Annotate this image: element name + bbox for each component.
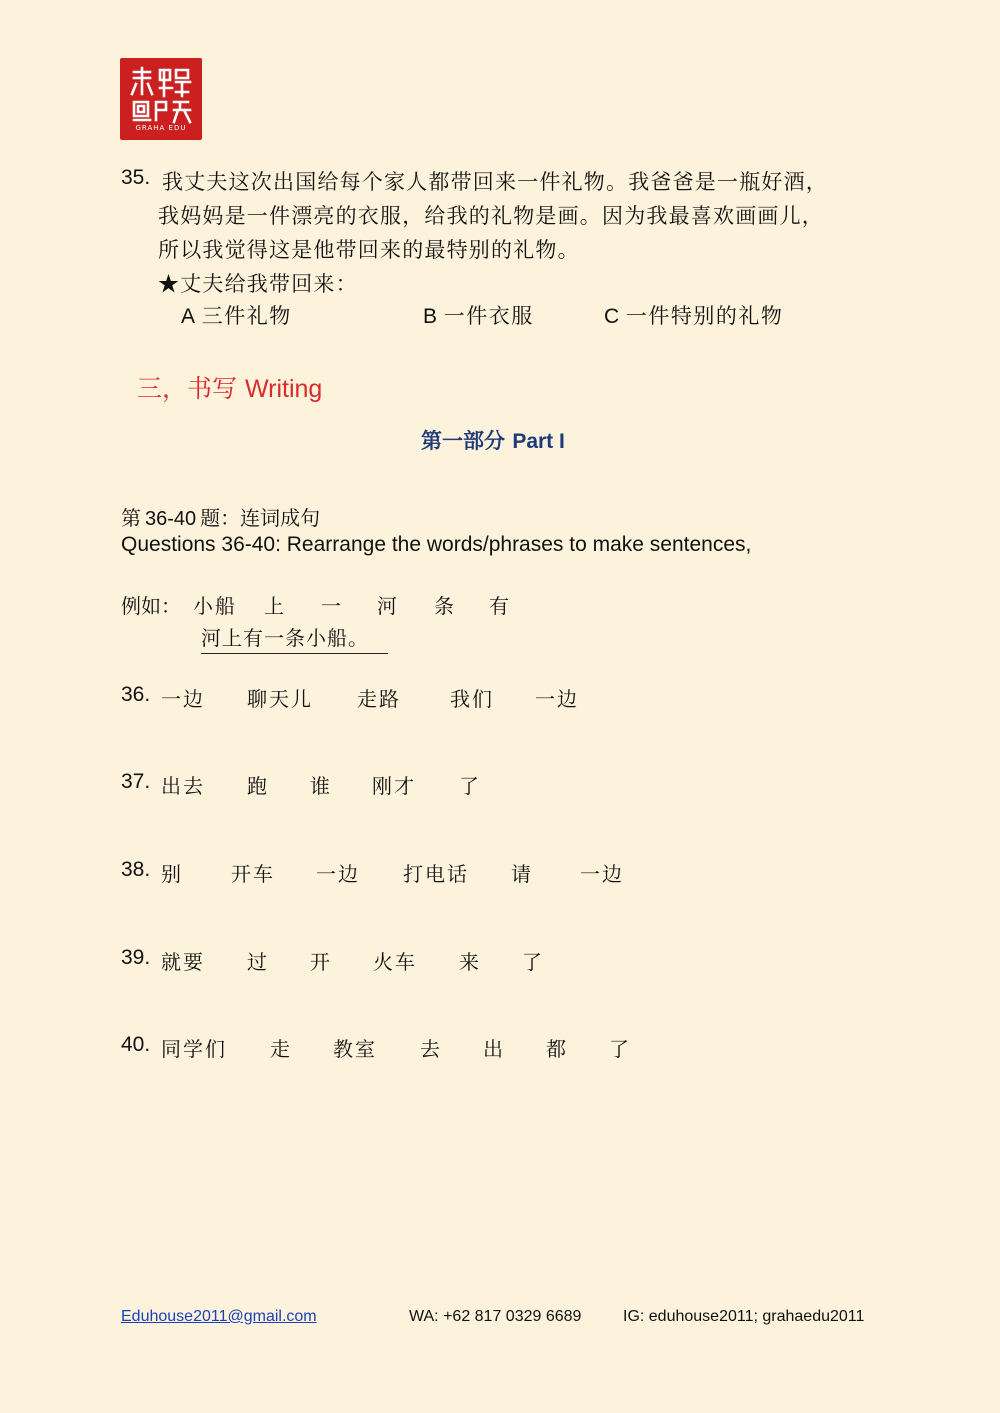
q40-word: 走 <box>270 1037 292 1061</box>
option-text: 一件衣服 <box>443 304 534 328</box>
q36-word: 一边 <box>535 687 579 711</box>
q39-word: 就要 <box>161 950 205 974</box>
q39-word: 开 <box>310 950 332 974</box>
q39-word: 了 <box>522 950 544 974</box>
option-letter: C <box>604 305 620 328</box>
example-word: 有 <box>489 594 511 618</box>
email-link[interactable]: Eduhouse2011@gmail.com <box>121 1308 317 1325</box>
q35-line-2: 我妈妈是一件漂亮的衣服，给我的礼物是画。因为我最喜欢画画儿， <box>158 204 824 228</box>
logo-caption: GRAHA EDU <box>135 124 187 132</box>
q40-word: 教室 <box>333 1037 377 1061</box>
footer-instagram: IG: eduhouse2011; grahaedu2011 <box>623 1308 865 1325</box>
option-letter: A <box>181 305 196 328</box>
graha-edu-logo <box>120 58 202 140</box>
q39-number: 39. <box>121 946 151 969</box>
q37-word: 谁 <box>310 774 332 798</box>
instructions-suffix: 题：连词成句 <box>200 506 321 530</box>
q38-word: 请 <box>511 862 533 886</box>
example-word: 河 <box>377 594 399 618</box>
q35-option-c <box>604 300 783 330</box>
option-text: 一件特别的礼物 <box>625 304 784 328</box>
q36-word: 我们 <box>450 687 494 711</box>
section-title <box>137 369 322 405</box>
q36-number: 36. <box>121 683 151 706</box>
example-answer: 河上有一条小船。 <box>201 622 388 654</box>
q37-word: 出去 <box>161 774 205 798</box>
q35-number: 35. <box>121 166 151 189</box>
q40-word: 了 <box>609 1037 631 1061</box>
q39-word: 火车 <box>373 950 417 974</box>
q38-word: 别 <box>161 862 183 886</box>
q39-word: 来 <box>459 950 481 974</box>
q35-option-b <box>423 300 534 330</box>
footer-email[interactable] <box>121 1308 317 1326</box>
option-text: 三件礼物 <box>201 304 292 328</box>
q40-word: 同学们 <box>161 1037 227 1061</box>
q35-line-1: 我丈夫这次出国给每个家人都带回来一件礼物。我爸爸是一瓶好酒， <box>162 170 828 194</box>
q38-word: 一边 <box>316 862 360 886</box>
q36-word: 走路 <box>357 687 401 711</box>
q36-word: 一边 <box>161 687 205 711</box>
q40-word: 都 <box>546 1037 568 1061</box>
q37-word: 跑 <box>247 774 269 798</box>
q38-word: 打电话 <box>403 862 469 886</box>
instructions-prefix: 第 <box>121 506 141 530</box>
q40-number: 40. <box>121 1033 151 1056</box>
q37-word: 刚才 <box>372 774 416 798</box>
part-heading-cn: 第一部分 <box>421 428 505 453</box>
q40-word: 出 <box>483 1037 505 1061</box>
q38-word: 开车 <box>231 862 275 886</box>
section-title-cn: 三，书写 <box>137 374 238 403</box>
section-title-en: Writing <box>244 375 323 403</box>
q37-number: 37. <box>121 770 151 793</box>
footer-whatsapp: WA: +62 817 0329 6689 <box>409 1308 582 1325</box>
q40-word: 去 <box>420 1037 442 1061</box>
option-letter: B <box>423 305 438 328</box>
example-word: 上 <box>264 594 286 618</box>
instructions-cn <box>121 502 320 531</box>
q36-word: 聊天儿 <box>247 687 313 711</box>
q37-word: 了 <box>459 774 481 798</box>
part-heading-en: Part I <box>512 430 565 453</box>
example-word: 一 <box>321 594 343 618</box>
example-word: 小船 <box>193 594 237 618</box>
q35-line-3: 所以我觉得这是他带回来的最特别的礼物。 <box>158 238 580 262</box>
example-word: 条 <box>434 594 456 618</box>
q39-word: 过 <box>247 950 269 974</box>
instructions-range: 36-40 <box>145 508 197 530</box>
part-heading <box>421 425 565 455</box>
instructions-en: Questions 36-40: Rearrange the words/phrases to make sentences, <box>121 533 752 556</box>
q38-word: 一边 <box>580 862 624 886</box>
q35-prompt: ★丈夫给我带回来： <box>158 272 358 296</box>
q38-number: 38. <box>121 858 151 881</box>
example-label: 例如： <box>121 594 181 618</box>
q35-option-a <box>181 300 292 330</box>
